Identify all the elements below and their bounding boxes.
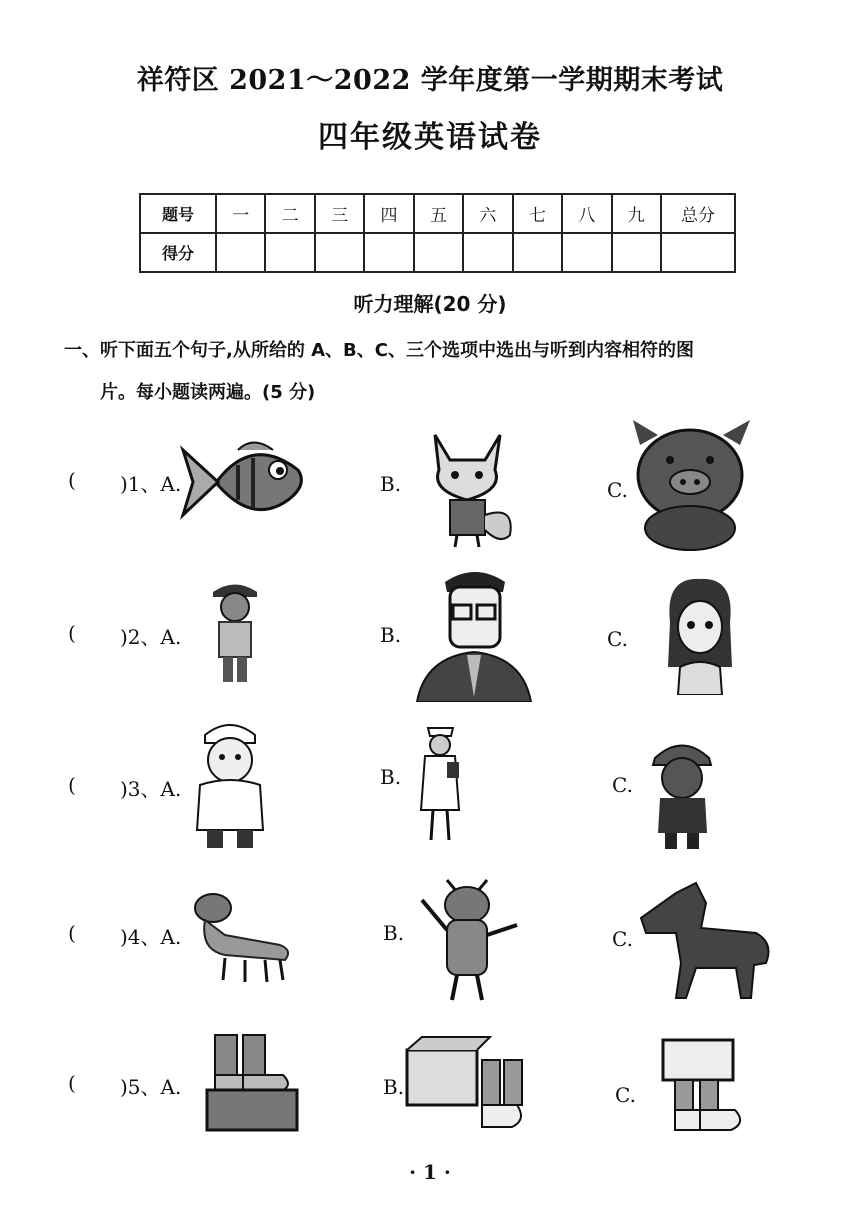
option-b-label: B.: [383, 1075, 405, 1099]
worker-icon: [645, 733, 720, 851]
score-col-7: 七: [513, 194, 562, 233]
option-c-label: C.: [615, 1083, 636, 1107]
horse-icon: [636, 873, 776, 1003]
score-cell: [463, 233, 512, 272]
question-2: [0, 565, 860, 710]
cow-icon: [412, 870, 522, 1005]
exam-title: 祥符区 2021～2022 学年度第一学期期末考试: [136, 65, 724, 96]
page-number: · 1 ·: [409, 1160, 451, 1184]
question-label: )3、A.: [120, 777, 182, 801]
option-b-label: B.: [380, 765, 402, 789]
answer-paren: (: [68, 468, 76, 492]
score-cell: [612, 233, 662, 272]
score-table: [139, 193, 736, 273]
answer-paren: (: [68, 1071, 76, 1095]
option-b-label: B.: [380, 623, 402, 647]
score-cell: [513, 233, 562, 272]
question-label: )2、A.: [120, 625, 182, 649]
question-5: [0, 1025, 860, 1155]
fox-icon: [415, 425, 520, 550]
score-cell: [414, 233, 463, 272]
part1-instruction-line2: 片。每小题读两遍。(5 分): [100, 382, 316, 403]
score-col-2: 二: [265, 194, 314, 233]
score-cell: [216, 233, 265, 272]
answer-paren: (: [68, 921, 76, 945]
section-title: 听力理解(20 分): [353, 292, 507, 316]
score-label: 得分: [140, 233, 216, 272]
score-col-5: 五: [414, 194, 463, 233]
question-3: [0, 715, 860, 855]
part1-instruction-line1: 一、听下面五个句子,从所给的 A、B、C、三个选项中选出与听到内容相符的图: [64, 340, 694, 361]
score-col-3: 三: [315, 194, 364, 233]
score-table-header-row: [140, 194, 735, 233]
score-col-6: 六: [463, 194, 512, 233]
option-c-label: C.: [607, 627, 628, 651]
man-icon: [415, 567, 533, 702]
sheep-icon: [185, 880, 295, 990]
exam-subtitle: 四年级英语试卷: [318, 120, 542, 155]
answer-paren: (: [68, 621, 76, 645]
score-cell: [265, 233, 314, 272]
question-1: [0, 420, 860, 560]
boots-under-box-icon: [655, 1035, 750, 1140]
option-b-label: B.: [380, 472, 402, 496]
score-table-score-row: [140, 233, 735, 272]
option-c-label: C.: [612, 927, 633, 951]
option-b-label: B.: [383, 921, 405, 945]
pig-icon: [628, 420, 753, 555]
boots-on-box-icon: [205, 1030, 300, 1135]
nurse-icon: [413, 720, 468, 848]
score-cell: [562, 233, 611, 272]
total-score-label: 总分: [661, 194, 735, 233]
option-c-label: C.: [607, 478, 628, 502]
question-label: )4、A.: [120, 925, 182, 949]
box-and-boots-icon: [402, 1035, 537, 1135]
score-cell: [364, 233, 413, 272]
fish-icon: [178, 430, 313, 530]
score-cell: [661, 233, 735, 272]
score-col-4: 四: [364, 194, 413, 233]
score-col-8: 八: [562, 194, 611, 233]
score-col-9: 九: [612, 194, 662, 233]
girl-icon: [660, 577, 740, 695]
boy-icon: [205, 577, 265, 687]
question-number-label: 题号: [140, 194, 216, 233]
score-cell: [315, 233, 364, 272]
question-label: )5、A.: [120, 1075, 182, 1099]
question-4: [0, 865, 860, 1010]
doctor-icon: [185, 715, 275, 850]
option-c-label: C.: [612, 773, 633, 797]
answer-paren: (: [68, 773, 76, 797]
question-label: )1、A.: [120, 472, 182, 496]
score-col-1: 一: [216, 194, 265, 233]
